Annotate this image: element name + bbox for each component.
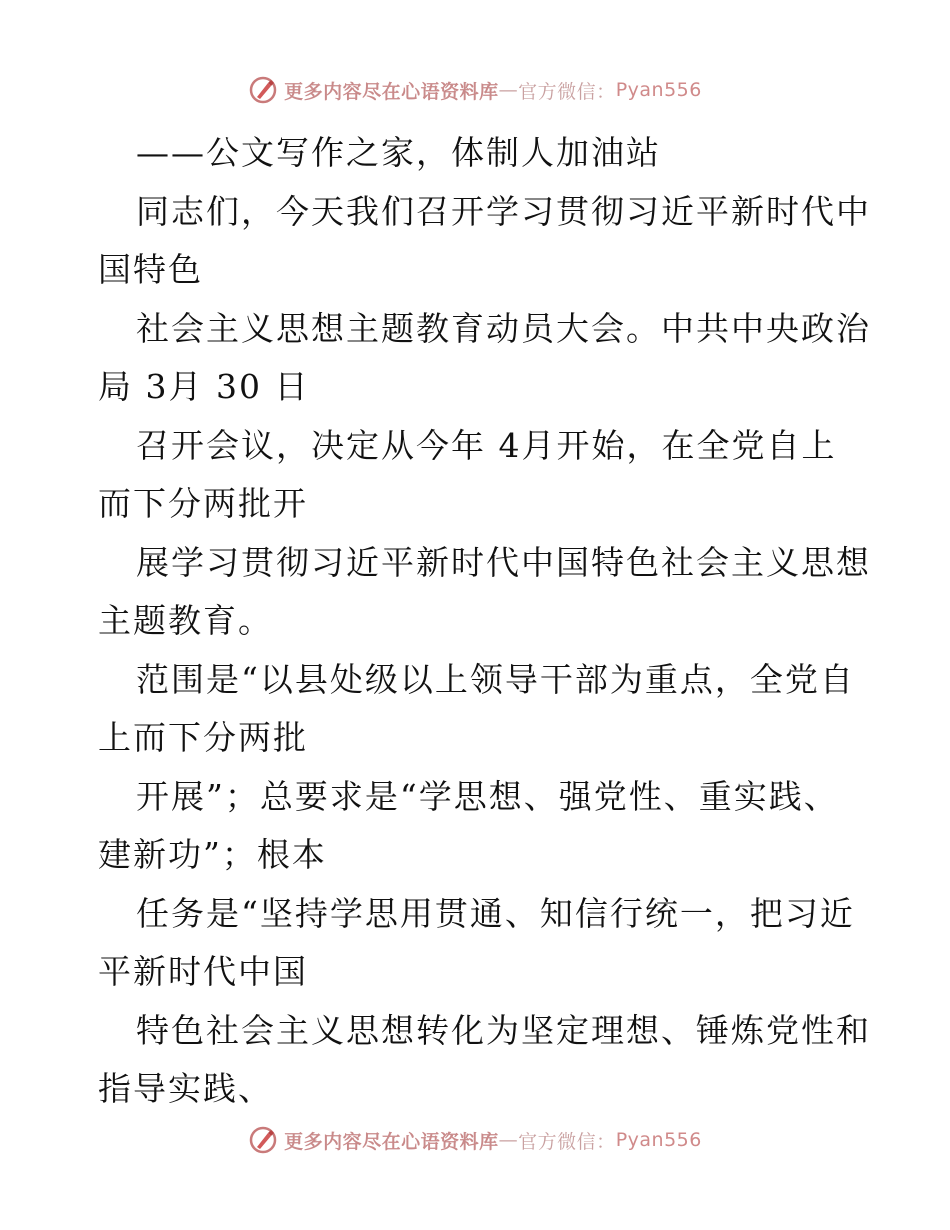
watermark-wechat-label: 官方微信： <box>518 1130 616 1153</box>
text-line: 主题教育。 <box>98 601 273 640</box>
watermark-wechat-id: Pyan556 <box>615 1129 702 1151</box>
watermark-dash: — <box>498 79 519 101</box>
text-line: 平新时代中国 <box>98 952 308 991</box>
text-line: 开展”；总要求是“学思想、强党性、重实践、 <box>136 776 839 816</box>
text-line: 范围是“以县处级以上领导干部为重点，全党自 <box>136 659 855 699</box>
watermark-main-text: 更多内容尽在心语资料库 <box>284 80 499 103</box>
footer-watermark <box>0 1122 950 1158</box>
watermark-dash: — <box>498 1129 519 1151</box>
text-line: 而下分两批开 <box>98 484 308 523</box>
text-line: 建新功”；根本 <box>98 835 327 874</box>
pen-logo-icon <box>248 1125 278 1155</box>
text-line: 社会主义思想主题教育动员大会。中共中央政治 <box>136 308 871 348</box>
watermark-wechat-id: Pyan556 <box>615 79 702 101</box>
watermark-main-text: 更多内容尽在心语资料库 <box>284 1130 499 1153</box>
text-line: 国特色 <box>98 250 203 289</box>
text-line: 展学习贯彻习近平新时代中国特色社会主义思想 <box>136 542 871 582</box>
text-line: 上而下分两批 <box>98 718 308 757</box>
pen-logo-icon <box>248 75 278 105</box>
text-line: ——公文写作之家，体制人加油站 <box>136 133 661 172</box>
text-line: 同志们，今天我们召开学习贯彻习近平新时代中 <box>136 191 871 231</box>
text-line: 特色社会主义思想转化为坚定理想、锤炼党性和 <box>136 1010 871 1050</box>
text-line: 局 3月 30 日 <box>98 367 310 406</box>
text-line: 任务是“坚持学思用贯通、知信行统一，把习近 <box>136 893 855 933</box>
watermark-wechat-label: 官方微信： <box>518 80 616 103</box>
header-watermark <box>0 72 950 108</box>
text-line: 指导实践、 <box>98 1069 273 1108</box>
text-line: 召开会议，决定从今年 4月开始，在全党自上 <box>136 425 837 465</box>
document-body <box>98 124 871 1119</box>
